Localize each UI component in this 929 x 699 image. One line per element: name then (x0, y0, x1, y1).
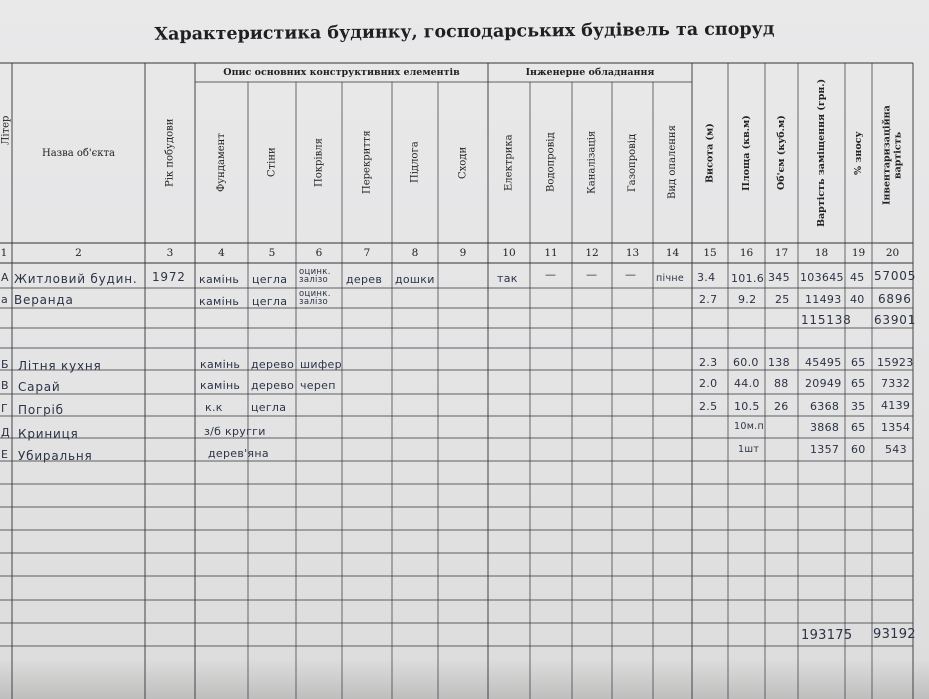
column-number: 16 (739, 247, 754, 259)
column-number: 9 (459, 247, 467, 259)
header-sewer: Каналізація (586, 130, 598, 195)
page-shadow (0, 659, 929, 699)
cell-roof: оцинк. залізо (299, 289, 331, 307)
cell-volume: 138 (768, 356, 790, 369)
header-year: Рік побудови (164, 118, 176, 188)
cell-foundation: дерев'яна (208, 447, 269, 460)
cell-wear: 35 (851, 400, 866, 413)
column-number: 20 (885, 247, 900, 259)
header-gas: Газопровід (627, 133, 638, 192)
cell-volume: 26 (774, 400, 789, 413)
header-ceiling: Перекриття (361, 130, 373, 195)
cell-area: 101.6 (731, 272, 764, 285)
cell-letter: В (1, 379, 9, 392)
cell-wear: 65 (851, 421, 866, 434)
cell-year: 1972 (152, 270, 186, 284)
column-number: 3 (166, 247, 174, 259)
cell-water: — (545, 268, 557, 281)
cell-subtotal-inventory: 63901 (874, 313, 917, 327)
header-water: Водопровід (545, 132, 557, 193)
column-number: 2 (75, 247, 82, 259)
header-walls: Стіни (266, 147, 278, 178)
cell-foundation: к.к (205, 401, 223, 414)
cell-foundation: камінь (199, 273, 240, 286)
cell-inventory: 6896 (878, 292, 912, 306)
cell-letter: Е (1, 448, 9, 461)
cell-name: Житловий будин. (14, 272, 138, 286)
header-letter: Літер (0, 115, 12, 145)
cell-volume: 88 (774, 377, 789, 390)
column-number: 10 (502, 247, 516, 259)
cell-heating: пічне (656, 273, 685, 284)
header-volume: Об'єм (куб.м) (776, 115, 787, 191)
header-area: Площа (кв.м) (741, 115, 752, 191)
column-number: 1 (0, 247, 8, 259)
cell-walls: цегла (252, 273, 288, 286)
header-group-construction: Опис основних конструктивних елементів (223, 67, 460, 78)
column-number: 11 (544, 247, 558, 259)
cell-inventory: 4139 (881, 399, 911, 412)
cell-letter: А (1, 271, 9, 284)
header-foundation: Фундамент (216, 133, 227, 192)
column-number: 13 (625, 247, 640, 259)
cell-foundation: камінь (199, 295, 240, 308)
header-name: Назва об'єкта (41, 148, 116, 159)
cell-walls: дерево (251, 379, 295, 392)
cell-area: 44.0 (734, 377, 760, 390)
cell-walls: цегла (251, 401, 287, 414)
cell-height: 3.4 (697, 271, 716, 284)
cell-roof: оцинк. залізо (299, 267, 331, 285)
cell-letter: Б (1, 358, 9, 371)
cell-name: Криниця (18, 427, 79, 441)
column-number: 18 (814, 247, 829, 259)
cell-letter: Д (1, 426, 10, 439)
cell-name: Літня кухня (18, 359, 102, 373)
header-heating: Вид опалення (667, 125, 678, 200)
cell-area: 10.5 (734, 400, 760, 413)
cell-height: 2.0 (699, 377, 718, 390)
column-number: 12 (585, 247, 599, 259)
cell-walls: дерево (251, 358, 295, 371)
column-number: 19 (851, 247, 866, 259)
column-number: 17 (774, 247, 789, 259)
header-stairs: Сходи (457, 146, 469, 179)
column-number: 5 (268, 247, 276, 259)
header-height: Висота (м) (704, 123, 716, 183)
cell-name: Веранда (14, 293, 74, 307)
cell-foundation: камінь (200, 358, 241, 371)
cell-foundation: з/б кругги (204, 425, 266, 438)
cell-area: 10м.п (734, 421, 764, 432)
cell-total-inventory: 93192 (873, 627, 916, 642)
cell-replacement: 103645 (800, 271, 844, 284)
cell-roof: череп (300, 379, 336, 392)
cell-replacement: 20949 (805, 377, 842, 390)
cell-gas: — (625, 268, 637, 281)
cell-inventory: 57005 (874, 269, 917, 283)
cell-letter: Г (1, 402, 9, 415)
header-floor: Підлога (409, 141, 421, 184)
header-inventory-cost: Інвентаризаційна вартість (881, 105, 904, 205)
cell-wear: 45 (850, 271, 865, 284)
column-number: 15 (703, 247, 717, 259)
column-number: 6 (315, 247, 323, 259)
column-number: 7 (363, 247, 371, 259)
header-depreciation: % зносу (853, 131, 864, 175)
cell-total-replacement: 193175 (801, 628, 853, 643)
cell-replacement: 45495 (805, 356, 842, 369)
cell-letter: а (1, 293, 9, 306)
cell-volume: 345 (768, 271, 790, 284)
cell-wear: 60 (851, 443, 866, 456)
cell-sewer: — (586, 268, 598, 281)
cell-name: Погріб (18, 403, 64, 417)
cell-foundation: камінь (200, 379, 241, 392)
cell-height: 2.5 (699, 400, 718, 413)
header-group-engineering: Інженерне обладнання (525, 67, 655, 78)
header-electric: Електрика (503, 134, 515, 191)
cell-wear: 65 (851, 356, 866, 369)
column-number: 4 (218, 247, 225, 259)
cell-inventory: 7332 (881, 377, 911, 390)
cell-wear: 65 (851, 377, 866, 390)
cell-replacement: 11493 (805, 293, 842, 306)
cell-floor: дошки (395, 273, 435, 286)
column-number: 14 (665, 247, 680, 259)
cell-height: 2.7 (699, 293, 718, 306)
cell-area: 9.2 (738, 293, 757, 306)
cell-ceiling: дерев (346, 273, 383, 286)
cell-replacement: 1357 (810, 443, 840, 456)
cell-inventory: 1354 (881, 421, 911, 434)
cell-inventory: 543 (885, 443, 907, 456)
column-number: 8 (411, 247, 419, 259)
cell-wear: 40 (850, 293, 865, 306)
cell-area: 60.0 (733, 356, 759, 369)
cell-replacement: 6368 (810, 400, 840, 413)
cell-height: 2.3 (699, 356, 718, 369)
cell-name: Убиральня (18, 449, 93, 463)
cell-roof: шифер (300, 358, 342, 371)
cell-inventory: 15923 (877, 356, 914, 369)
document-title: Характеристика будинку, господарських будівель та споруд (154, 19, 775, 45)
cell-volume: 25 (775, 293, 790, 306)
cell-walls: цегла (252, 295, 288, 308)
cell-area: 1шт (738, 444, 760, 455)
cell-subtotal-replacement: 115138 (801, 313, 852, 327)
cell-replacement: 3868 (810, 421, 840, 434)
cell-electric: так (497, 272, 518, 285)
cell-name: Сарай (18, 380, 61, 394)
header-replacement-cost: Вартість заміщення (грн.) (816, 78, 827, 228)
header-roof: Покрівля (313, 138, 325, 187)
